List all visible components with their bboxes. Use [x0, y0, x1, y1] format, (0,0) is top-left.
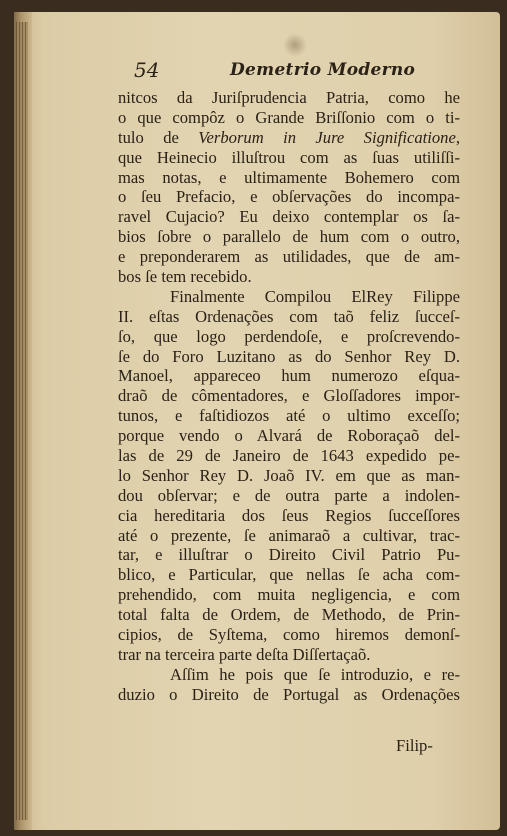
text-line: o ſeu Prefacio, e obſervações do incompa- [118, 187, 460, 207]
text-line: bos ſe tem recebido. [118, 267, 252, 287]
text-line: mas notas, e ultimamente Bohemero com [118, 167, 460, 187]
page-edges [16, 22, 28, 820]
text-line: porque vendo o Alvará de Roboraçaõ del- [118, 426, 460, 446]
text-line: nitcos da Juriſprudencia Patria, como he [118, 88, 460, 107]
text-line: lo Senhor Rey D. Joaõ IV. em que as man- [118, 465, 460, 485]
text-line: tar, e illuſtrar o Direito Civil Patrio Pu- [118, 545, 460, 565]
text-line: draõ de cômentadores, e Gloſſadores impor- [118, 386, 460, 406]
text-line: duzio o Direito de Portugal as Ordenações [118, 684, 460, 704]
running-title: Demetrio Moderno [230, 60, 416, 80]
latin-title: Verborum in Jure Significatione [198, 127, 456, 147]
text-line: cipios, de Syſtema, como hiremos demonſ- [118, 625, 460, 645]
text-line: dou obſervar; e de outra parte a indolen- [118, 485, 460, 505]
text-line: e preponderarem as utilidades, que de am- [118, 247, 460, 267]
ink-stain [284, 32, 306, 58]
text-line: ravel Cujacio? Eu deixo contemplar os ſa- [118, 207, 460, 227]
text-line: total falta de Ordem, de Methodo, de Prin- [118, 605, 460, 625]
text-line: bios ſobre o parallelo de hum com o outro, [118, 227, 460, 247]
text-line: tulo de Verborum in Jure Significatione, [118, 127, 460, 147]
page-header [134, 58, 474, 88]
text-line: tunos, e faſtidiozos até o ultimo exceſſo; [118, 406, 460, 426]
page-number: 54 [134, 58, 160, 82]
text-line: cia hereditaria dos ſeus Regios ſucceſſores [118, 505, 460, 525]
text-line: prehendido, com muita negligencia, e com [118, 585, 460, 605]
text-line: Manoel, appareceo hum numerozo eſqua- [118, 366, 460, 386]
body-text [118, 88, 460, 705]
text-line: blico, e Particular, que nellas ſe acha com- [118, 565, 460, 585]
text-line: que Heinecio illuſtrou com as ſuas utiliſſi- [118, 147, 460, 167]
catchword: Filip- [396, 736, 433, 755]
text-line: II. eſtas Ordenações com taõ feliz ſucceſ- [118, 306, 460, 326]
text-line: las de 29 de Janeiro de 1643 expedido pe- [118, 446, 460, 466]
text-line: o que compôz o Grande Briſſonio com o ti- [118, 107, 460, 127]
text-line: Aſſim he pois que ſe introduzio, e re- [170, 664, 460, 684]
text-line: trar na terceira parte deſta Diſſertaçaõ. [118, 644, 371, 664]
text-line: ſo, que logo perdendoſe, e proſcrevendo- [118, 326, 460, 346]
text-line: ſe do Foro Luzitano as do Senhor Rey D. [118, 346, 460, 366]
text-line: Finalmente Compilou ElRey Filippe [170, 286, 460, 306]
text-line: até o prezente, ſe animaraõ a cultivar, trac- [118, 525, 460, 545]
